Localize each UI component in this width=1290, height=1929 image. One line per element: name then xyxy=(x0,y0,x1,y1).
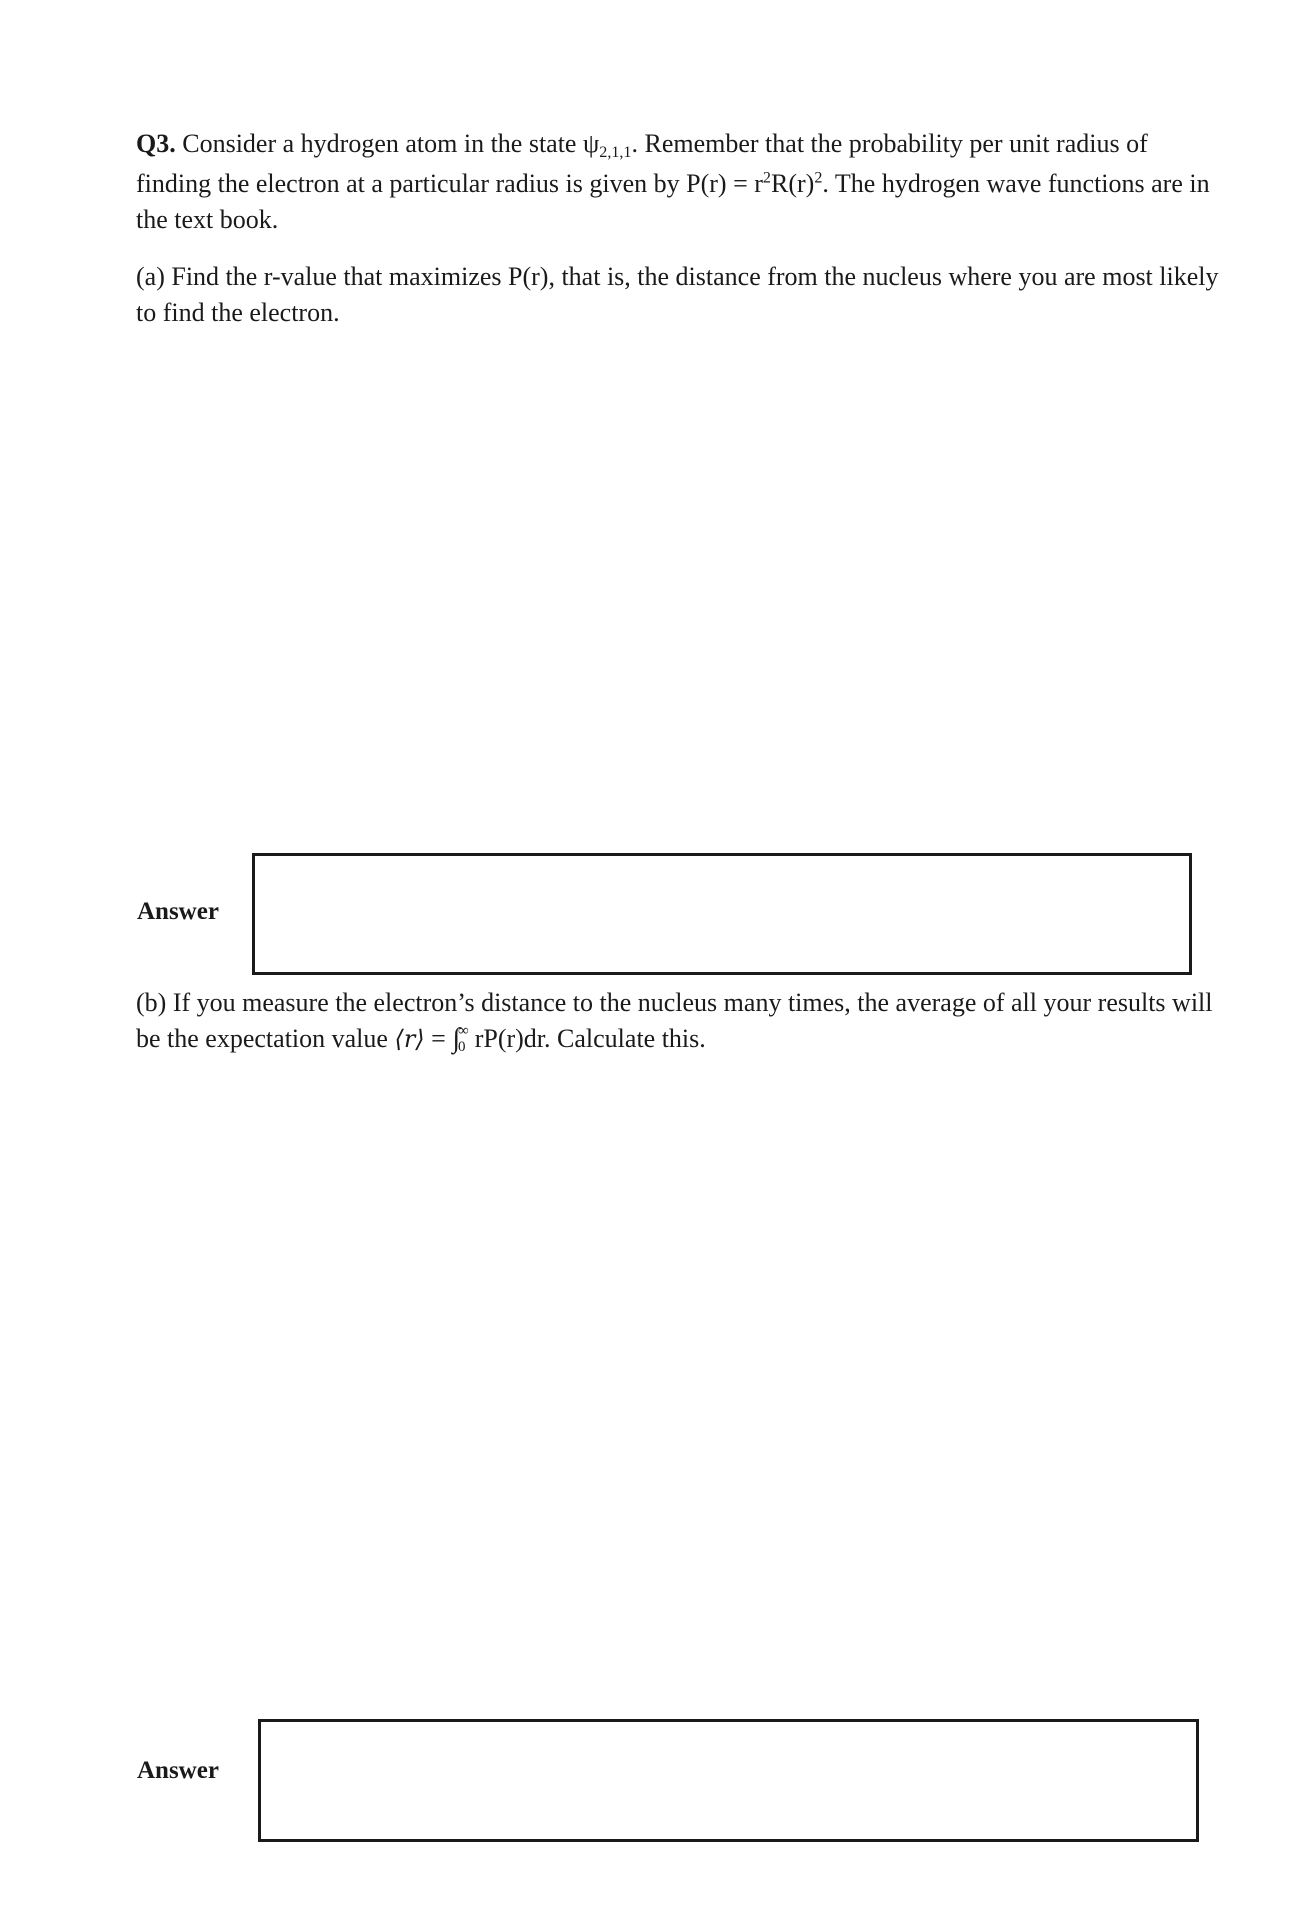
answer-a-label: Answer xyxy=(137,898,219,925)
equals-sign: = xyxy=(424,1024,453,1053)
integral-sign: ∫ xyxy=(452,1023,460,1054)
integral-limits xyxy=(458,1023,469,1055)
integral-upper-limit: ∞ xyxy=(458,1023,469,1040)
part-b-text-1: (b) If you measure the electron’s distance to the nucleus many times, the average of all your results will be the expectation value xyxy=(136,988,1213,1053)
psi-subscript: 2,1,1 xyxy=(599,143,632,161)
part-b-prompt xyxy=(136,985,1236,1057)
question-intro xyxy=(136,126,1226,238)
question-intro-text-1: Consider a hydrogen atom in the state xyxy=(175,129,583,158)
integral-lower-limit: 0 xyxy=(458,1039,466,1056)
integrand: rP(r)dr xyxy=(474,1024,545,1053)
question-intro-text-3: R(r) xyxy=(770,169,815,198)
question-intro-text-4: . The hydrogen wave functions are in the text book. xyxy=(136,169,1210,234)
psi-symbol: ψ xyxy=(582,129,600,158)
answer-b-label: Answer xyxy=(137,1757,219,1784)
answer-b-box[interactable] xyxy=(258,1719,1199,1842)
exponent-1: 2 xyxy=(762,169,771,187)
answer-a-box[interactable] xyxy=(252,853,1192,975)
exponent-2: 2 xyxy=(814,169,823,187)
question-intro-text-2: . Remember that the probability per unit radius of finding the electron at a particular radius is given by P(r) = r xyxy=(136,129,1148,198)
part-a-prompt: (a) Find the r-value that maximizes P(r), that is, the distance from the nucleus where you are most likely to find the electron. xyxy=(136,262,1219,327)
question-number: Q3. xyxy=(136,129,176,158)
expectation-symbol: ⟨r⟩ xyxy=(394,1025,425,1053)
part-b-text-2: . Calculate this. xyxy=(544,1024,706,1053)
